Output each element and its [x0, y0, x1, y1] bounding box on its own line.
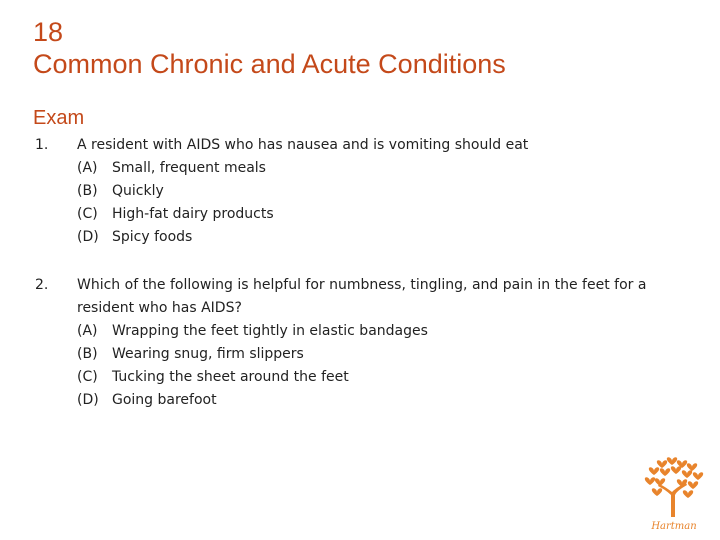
question-body: [77, 134, 705, 249]
answer-option-c: [77, 366, 705, 389]
heart-tree-icon: [640, 455, 708, 535]
answer-option-a: [77, 157, 705, 180]
chapter-heading: [33, 16, 506, 80]
question-2: [35, 274, 705, 412]
option-letter: (C): [77, 369, 98, 385]
answer-option-a: [77, 320, 705, 343]
option-letter: (D): [77, 229, 99, 245]
option-letter: (C): [77, 206, 98, 222]
question-stem: A resident with AIDS who has nausea and is vomiting should eat: [77, 137, 529, 153]
answer-option-b: [77, 180, 705, 203]
question-stem: Which of the following is helpful for numbness, tingling, and pain in the feet for a resident who has AIDS?: [77, 277, 647, 316]
answer-option-d: [77, 226, 705, 249]
option-letter: (A): [77, 323, 98, 339]
question-number: 1.: [35, 137, 49, 153]
question-body: [77, 274, 705, 412]
option-text: High-fat dairy products: [112, 206, 274, 222]
option-text: Quickly: [112, 183, 164, 199]
answer-option-c: [77, 203, 705, 226]
option-text: Small, frequent meals: [112, 160, 266, 176]
option-letter: (B): [77, 346, 98, 362]
answer-option-d: [77, 389, 705, 412]
chapter-title: Common Chronic and Acute Conditions: [33, 49, 506, 79]
option-letter: (A): [77, 160, 98, 176]
option-letter: (B): [77, 183, 98, 199]
chapter-number: 18: [33, 17, 64, 47]
option-text: Wearing snug, firm slippers: [112, 346, 304, 362]
answer-option-b: [77, 343, 705, 366]
question-number: 2.: [35, 277, 49, 293]
option-letter: (D): [77, 392, 99, 408]
option-text: Spicy foods: [112, 229, 193, 245]
option-text: Tucking the sheet around the feet: [112, 369, 349, 385]
option-text: Going barefoot: [112, 392, 217, 408]
question-1: [35, 134, 705, 249]
hartman-logo: [640, 455, 708, 535]
option-text: Wrapping the feet tightly in elastic bandages: [112, 323, 428, 339]
section-title: Exam: [33, 107, 85, 129]
logo-text: Hartman: [651, 521, 697, 532]
